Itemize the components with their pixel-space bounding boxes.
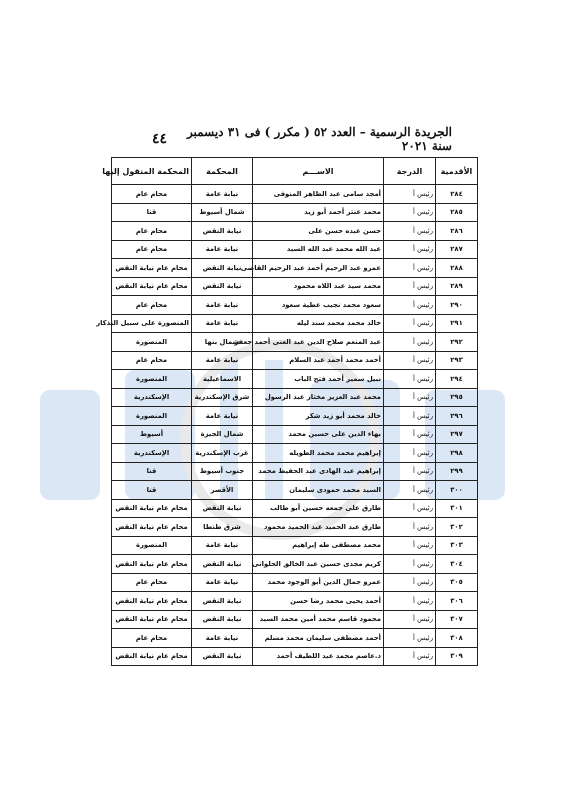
cell-seniority: ٢٩٩ bbox=[436, 462, 478, 481]
cell-seniority: ٢٩٧ bbox=[436, 425, 478, 444]
table-row bbox=[112, 333, 478, 352]
cell-seniority: ٢٨٨ bbox=[436, 259, 478, 278]
cell-court: الاسماعيلية bbox=[192, 370, 253, 389]
table-row bbox=[112, 407, 478, 426]
cell-court: نيابة النقض bbox=[192, 277, 253, 296]
cell-seniority: ٣٠٩ bbox=[436, 647, 478, 666]
cell-name: حسن عبده حسن على bbox=[253, 222, 384, 241]
cell-court: نيابة النقض bbox=[192, 259, 253, 278]
cell-court: نيابة عامة bbox=[192, 573, 253, 592]
cell-target-court: محام عام bbox=[112, 629, 192, 648]
cell-target-court: محام عام نيابة النقض bbox=[112, 277, 192, 296]
cell-name: إبراهيم عبد الهادى عبد الحفيظ محمد bbox=[253, 462, 384, 481]
cell-target-court: محام عام bbox=[112, 240, 192, 259]
table-row bbox=[112, 351, 478, 370]
cell-grade: رئيس أ bbox=[384, 222, 436, 241]
cell-target-court: محام عام bbox=[112, 185, 192, 204]
cell-grade: رئيس أ bbox=[384, 592, 436, 611]
cell-grade: رئيس أ bbox=[384, 388, 436, 407]
cell-grade: رئيس أ bbox=[384, 240, 436, 259]
cell-seniority: ٣٠٢ bbox=[436, 518, 478, 537]
cell-target-court: محام عام نيابة النقض bbox=[112, 592, 192, 611]
table-row bbox=[112, 203, 478, 222]
cell-court: شمال بنها bbox=[192, 333, 253, 352]
cell-court: شرق طنطا bbox=[192, 518, 253, 537]
cell-seniority: ٣٠٤ bbox=[436, 555, 478, 574]
cell-name: خالد محمد محمد سند ليله bbox=[253, 314, 384, 333]
cell-seniority: ٢٩٢ bbox=[436, 333, 478, 352]
cell-name: سعود محمد نجيب عطية سعود bbox=[253, 296, 384, 315]
cell-grade: رئيس أ bbox=[384, 333, 436, 352]
cell-seniority: ٣٠٣ bbox=[436, 536, 478, 555]
cell-name: بهاء الدين على حسين محمد bbox=[253, 425, 384, 444]
cell-target-court: قنا bbox=[112, 462, 192, 481]
cell-grade: رئيس أ bbox=[384, 351, 436, 370]
cell-court: نيابة عامة bbox=[192, 314, 253, 333]
cell-target-court: قنا bbox=[112, 481, 192, 500]
table-row bbox=[112, 573, 478, 592]
cell-seniority: ٢٨٩ bbox=[436, 277, 478, 296]
header-court: المحكمة bbox=[192, 158, 253, 185]
cell-name: محمد سيد عبد اللاه محمود bbox=[253, 277, 384, 296]
cell-court: نيابة النقض bbox=[192, 555, 253, 574]
cell-target-court: محام عام نيابة النقض bbox=[112, 555, 192, 574]
cell-grade: رئيس أ bbox=[384, 462, 436, 481]
cell-court: شرق الإسكندرية bbox=[192, 388, 253, 407]
table-row bbox=[112, 185, 478, 204]
cell-court: غرب الإسكندرية bbox=[192, 444, 253, 463]
table-row bbox=[112, 462, 478, 481]
cell-target-court: المنصورة على سبيل التذكار bbox=[112, 314, 192, 333]
cell-name: أحمد مصطفى سليمان محمد مسلم bbox=[253, 629, 384, 648]
cell-name: د.عاصم محمد عبد اللطيف أحمد bbox=[253, 647, 384, 666]
cell-court: شمال أسيوط bbox=[192, 203, 253, 222]
table-header-row bbox=[112, 158, 478, 185]
cell-name: محمد مصطفى طه إبراهيم bbox=[253, 536, 384, 555]
cell-court: الأقصر bbox=[192, 481, 253, 500]
cell-target-court: محام عام نيابة النقض bbox=[112, 259, 192, 278]
cell-grade: رئيس أ bbox=[384, 610, 436, 629]
cell-court: نيابة النقض bbox=[192, 592, 253, 611]
cell-grade: رئيس أ bbox=[384, 370, 436, 389]
cell-court: نيابة النقض bbox=[192, 610, 253, 629]
page-number: ٤٤ bbox=[152, 131, 168, 147]
table-row bbox=[112, 388, 478, 407]
cell-court: نيابة النقض bbox=[192, 647, 253, 666]
cell-court: نيابة عامة bbox=[192, 240, 253, 259]
table-row bbox=[112, 370, 478, 389]
cell-target-court: قنا bbox=[112, 203, 192, 222]
cell-grade: رئيس أ bbox=[384, 518, 436, 537]
cell-name: عمرو جمال الدين أبو الوجود محمد bbox=[253, 573, 384, 592]
cell-grade: رئيس أ bbox=[384, 296, 436, 315]
cell-seniority: ٣٠٠ bbox=[436, 481, 478, 500]
cell-target-court: الإسكندرية bbox=[112, 444, 192, 463]
cell-grade: رئيس أ bbox=[384, 499, 436, 518]
table-row bbox=[112, 314, 478, 333]
cell-grade: رئيس أ bbox=[384, 555, 436, 574]
cell-seniority: ٢٨٤ bbox=[436, 185, 478, 204]
cell-seniority: ٣٠٧ bbox=[436, 610, 478, 629]
cell-grade: رئيس أ bbox=[384, 407, 436, 426]
cell-name: خالد محمد أبو زيد شكر bbox=[253, 407, 384, 426]
table-row bbox=[112, 499, 478, 518]
cell-seniority: ٢٨٦ bbox=[436, 222, 478, 241]
cell-name: محمد عنتر أحمد أبو زيد bbox=[253, 203, 384, 222]
cell-court: نيابة النقض bbox=[192, 222, 253, 241]
table-row bbox=[112, 629, 478, 648]
table-row bbox=[112, 259, 478, 278]
table-row bbox=[112, 592, 478, 611]
cell-seniority: ٢٨٧ bbox=[436, 240, 478, 259]
cell-court: نيابة عامة bbox=[192, 351, 253, 370]
cell-grade: رئيس أ bbox=[384, 647, 436, 666]
cell-seniority: ٢٩١ bbox=[436, 314, 478, 333]
cell-target-court: المنصورة bbox=[112, 536, 192, 555]
cell-name: كريم مجدى حسين عبد الخالق الحلوانى bbox=[253, 555, 384, 574]
cell-grade: رئيس أ bbox=[384, 629, 436, 648]
cell-target-court: محام عام نيابة النقض bbox=[112, 610, 192, 629]
cell-name: عمرو عبد الرحيم أحمد عبد الرحيم القاضى bbox=[253, 259, 384, 278]
cell-court: جنوب أسيوط bbox=[192, 462, 253, 481]
cell-name: محمد عبد العزيز مختار عبد الرسول bbox=[253, 388, 384, 407]
cell-seniority: ٣٠٨ bbox=[436, 629, 478, 648]
table-body bbox=[96, 185, 478, 666]
cell-name: أحمد محمد أحمد عبد السلام bbox=[253, 351, 384, 370]
cell-seniority: ٣٠٥ bbox=[436, 573, 478, 592]
cell-grade: رئيس أ bbox=[384, 444, 436, 463]
cell-court: نيابة عامة bbox=[192, 536, 253, 555]
cell-court: نيابة عامة bbox=[192, 185, 253, 204]
header-grade: الدرجة bbox=[384, 158, 436, 185]
cell-grade: رئيس أ bbox=[384, 203, 436, 222]
table-row bbox=[112, 277, 478, 296]
cell-court: نيابة عامة bbox=[192, 629, 253, 648]
cell-target-court: المنصورة bbox=[112, 370, 192, 389]
table-row bbox=[112, 425, 478, 444]
cell-seniority: ٢٩٣ bbox=[436, 351, 478, 370]
cell-seniority: ٢٩٤ bbox=[436, 370, 478, 389]
cell-name: عبد الله محمد عبد الله السيد bbox=[253, 240, 384, 259]
cell-name: أمجد سامى عبد الظاهر المنوفى bbox=[253, 185, 384, 204]
header-seniority: الأقدمية bbox=[436, 158, 478, 185]
cell-seniority: ٣٠٦ bbox=[436, 592, 478, 611]
cell-target-court: المنصورة bbox=[112, 333, 192, 352]
page-title: الجريدة الرسمية – العدد ٥٢ ( مكرر ) فى ٣١ ديسمبر سنة ٢٠٢١ bbox=[186, 125, 452, 153]
cell-target-court: محام عام bbox=[112, 296, 192, 315]
cell-target-court: محام عام نيابة النقض bbox=[112, 518, 192, 537]
cell-target-court: أسيوط bbox=[112, 425, 192, 444]
cell-court: نيابة عامة bbox=[192, 296, 253, 315]
table-row bbox=[112, 481, 478, 500]
cell-target-court: محام عام نيابة النقض bbox=[112, 499, 192, 518]
cell-name: إبراهيم محمد محمد الطويله bbox=[253, 444, 384, 463]
cell-name: طارق على جمعه حسين أبو طالب bbox=[253, 499, 384, 518]
table-row bbox=[112, 647, 478, 666]
cell-seniority: ٣٠١ bbox=[436, 499, 478, 518]
cell-target-court: محام عام نيابة النقض bbox=[112, 647, 192, 666]
table-row bbox=[112, 222, 478, 241]
cell-grade: رئيس أ bbox=[384, 573, 436, 592]
cell-name: أحمد يحيى محمد رضا حسن bbox=[253, 592, 384, 611]
table-row bbox=[112, 518, 478, 537]
cell-name: محمود قاسم محمد أمين محمد السيد bbox=[253, 610, 384, 629]
table-row bbox=[112, 444, 478, 463]
cell-court: شمال الجيزة bbox=[192, 425, 253, 444]
header-target-court: المحكمة المنقول إليها bbox=[112, 158, 192, 185]
table-row bbox=[112, 610, 478, 629]
cell-target-court: المنصورة bbox=[112, 407, 192, 426]
cell-name: نبيل سمير أحمد فتح الباب bbox=[253, 370, 384, 389]
page-header bbox=[152, 125, 452, 153]
cell-seniority: ٢٨٥ bbox=[436, 203, 478, 222]
cell-name: طارق عبد الحميد عبد الحميد محمود bbox=[253, 518, 384, 537]
cell-grade: رئيس أ bbox=[384, 425, 436, 444]
cell-target-court: الإسكندرية bbox=[112, 388, 192, 407]
cell-name: السيد محمد حمودى سليمان bbox=[253, 481, 384, 500]
cell-grade: رئيس أ bbox=[384, 536, 436, 555]
cell-seniority: ٢٩٨ bbox=[436, 444, 478, 463]
cell-target-court: محام عام bbox=[112, 573, 192, 592]
table-row bbox=[112, 536, 478, 555]
cell-grade: رئيس أ bbox=[384, 314, 436, 333]
cell-seniority: ٢٩٥ bbox=[436, 388, 478, 407]
cell-court: نيابة النقض bbox=[192, 499, 253, 518]
cell-target-court: محام عام bbox=[112, 351, 192, 370]
cell-grade: رئيس أ bbox=[384, 185, 436, 204]
table-row bbox=[112, 296, 478, 315]
table-row bbox=[112, 240, 478, 259]
cell-target-court: محام عام bbox=[112, 222, 192, 241]
cell-grade: رئيس أ bbox=[384, 259, 436, 278]
table-row bbox=[112, 555, 478, 574]
cell-grade: رئيس أ bbox=[384, 277, 436, 296]
cell-seniority: ٢٩٠ bbox=[436, 296, 478, 315]
cell-court: نيابة عامة bbox=[192, 407, 253, 426]
cell-grade: رئيس أ bbox=[384, 481, 436, 500]
cell-seniority: ٢٩٦ bbox=[436, 407, 478, 426]
header-name: الاســـم bbox=[253, 158, 384, 185]
cell-name: عبد المنعم صلاح الدين عبد الغنى أحمد جعفر bbox=[253, 333, 384, 352]
transfers-table bbox=[96, 157, 478, 666]
